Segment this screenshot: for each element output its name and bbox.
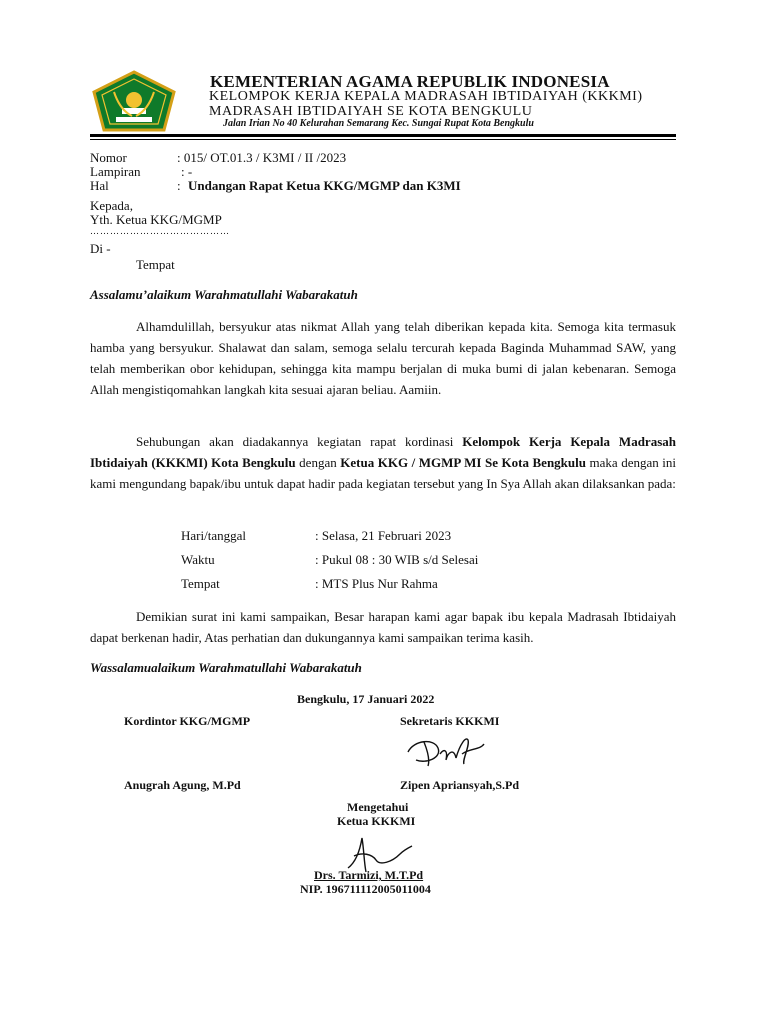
paragraph-1: Alhamdulillah, bersyukur atas nikmat Allah yang telah diberikan kepada kita. Semoga kita termasuk hamba yang bersyukur. Shalawat dan salam, semoga selalu tercurah kepada Baginda Muhammad SAW, yang telah memberikan obor kehidupan, sehingga kita mampu berjalan di muka bumi di jalan kebenaran. Semoga Allah mengistiqomahkan langkah kita sesuai ajaran beliau. Aamiin.	[90, 319, 676, 397]
recipient-line1: Kepada,	[90, 198, 133, 213]
letterhead-ministry: KEMENTERIAN AGAMA REPUBLIK INDONESIA	[210, 72, 610, 91]
paragraph-3: Demikian surat ini kami sampaikan, Besar harapan kami agar bapak ibu kepala Madrasah Ibtidaiyah dapat berkenan hadir, Atas perhatian dan dukungannya kami sampaikan terima kasih.	[90, 609, 676, 645]
schedule-label-place: Tempat	[181, 576, 220, 591]
acknowledged-label: Mengetahui	[347, 800, 409, 814]
schedule-label-time: Waktu	[181, 552, 215, 567]
lampiran-label: Lampiran	[90, 164, 141, 179]
ministry-logo	[92, 70, 176, 132]
chair-title: Ketua KKKMI	[337, 814, 416, 828]
nomor-label: Nomor	[90, 150, 127, 165]
hal-colon: :	[177, 178, 181, 193]
letterhead-org: KELOMPOK KERJA KEPALA MADRASAH IBTIDAIYAH (KKKMI)	[209, 89, 643, 104]
header-rule-thick	[90, 134, 676, 137]
schedule-value-place: : MTS Plus Nur Rahma	[315, 576, 438, 591]
letterhead-address: Jalan Irian No 40 Kelurahan Semarang Kec. Sungai Rupat Kota Bengkulu	[223, 118, 534, 129]
chair-nip: NIP. 196711112005011004	[300, 882, 431, 896]
header-rule-thin	[90, 139, 676, 140]
secretary-signature	[404, 730, 494, 774]
schedule-value-date: : Selasa, 21 Februari 2023	[315, 528, 452, 543]
schedule-label-date: Hari/tanggal	[181, 528, 246, 543]
paragraph-2: Sehubungan akan diadakannya kegiatan rapat kordinasi Kelompok Kerja Kepala Madrasah Ibtidaiyah (KKKMI) Kota Bengkulu dengan Ketua KKG / MGMP MI Se Kota Bengkulu maka dengan ini kami mengundang bapak/ibu untuk dapat hadir pada kegiatan tersebut yang In Sya Allah akan dilaksankan pada:	[90, 434, 676, 491]
right-signer-title: Sekretaris KKKMI	[400, 714, 500, 728]
left-signer-title: Kordintor KKG/MGMP	[124, 714, 251, 728]
place-date: Bengkulu, 17 Januari 2022	[297, 692, 435, 706]
greeting: Assalamu’alaikum Warahmatullahi Wabarakatuh	[90, 287, 358, 302]
recipient-line2: Yth. Ketua KKG/MGMP	[90, 212, 222, 227]
recipient-line3: ……………………………………	[90, 226, 230, 236]
nomor-value: : 015/ OT.01.3 / K3MI / II /2023	[177, 150, 347, 165]
recipient-line4: Di -	[90, 241, 111, 256]
hal-value: Undangan Rapat Ketua KKG/MGMP dan K3MI	[188, 178, 461, 193]
recipient-line5: Tempat	[136, 257, 175, 272]
lampiran-value: : -	[181, 164, 193, 179]
hal-label: Hal	[90, 178, 109, 193]
letterhead-sub: MADRASAH IBTIDAIYAH SE KOTA BENGKULU	[209, 104, 533, 119]
schedule-value-time: : Pukul 08 : 30 WIB s/d Selesai	[315, 552, 479, 567]
chair-name: Drs. Tarmizi, M.T.Pd	[314, 868, 424, 882]
left-signer-name: Anugrah Agung, M.Pd	[124, 778, 241, 792]
right-signer-name: Zipen Apriansyah,S.Pd	[400, 778, 520, 792]
closing: Wassalamualaikum Warahmatullahi Wabarakatuh	[90, 660, 362, 675]
